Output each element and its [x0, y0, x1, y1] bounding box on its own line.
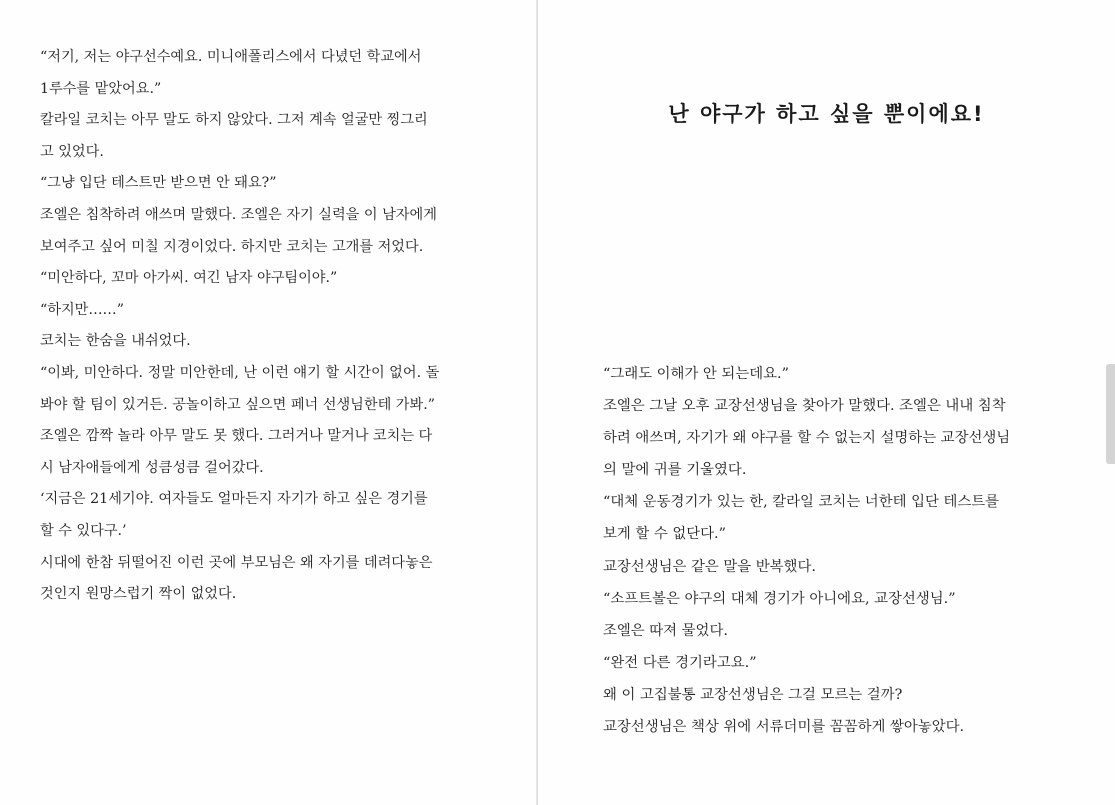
text-line: ‘지금은 21세기야. 여자들도 얼마든지 자기가 하고 싶은 경기를	[40, 491, 428, 508]
text-line: “완전 다른 경기라고요.”	[603, 654, 757, 671]
text-line: “그냥 입단 테스트만 받으면 안 돼요?”	[40, 175, 277, 192]
text-line: 하려 애쓰며, 자기가 왜 야구를 할 수 없는지 설명하는 교장선생님	[603, 430, 1011, 447]
text-line: 것인지 원망스럽기 짝이 없었다.	[40, 586, 237, 603]
text-line: 고 있었다.	[40, 143, 104, 160]
text-line: 교장선생님은 책상 위에 서류더미를 꼼꼼하게 쌓아놓았다.	[603, 719, 965, 736]
text-line: 봐야 할 팀이 있거든. 공놀이하고 싶으면 페너 선생님한테 가봐.”	[40, 396, 435, 413]
text-line: 의 말에 귀를 기울였다.	[603, 462, 747, 479]
scrollbar-tab[interactable]	[1106, 364, 1115, 464]
left-page-text	[40, 42, 472, 611]
text-line: 시 남자애들에게 성큼성큼 걸어갔다.	[40, 459, 264, 476]
text-line: “저기, 저는 야구선수예요. 미니애폴리스에서 다녔던 학교에서	[40, 49, 422, 65]
text-line: 보여주고 싶어 미칠 지경이었다. 하지만 코치는 고개를 저었다.	[40, 238, 424, 255]
text-line: 할 수 있다구.’	[40, 522, 127, 539]
text-line: “미안하다, 꼬마 아가씨. 여긴 남자 야구팀이야.”	[40, 270, 338, 287]
text-line: 보게 할 수 없단다.”	[603, 526, 726, 543]
text-line: 교장선생님은 같은 말을 반복했다.	[603, 558, 816, 575]
text-line: 1루수를 맡았어요.”	[40, 80, 162, 97]
text-line: “소프트볼은 야구의 대체 경기가 아니에요, 교장선생님.”	[603, 590, 956, 607]
text-line: 코치는 한숨을 내쉬었다.	[40, 333, 191, 350]
text-line: 조엘은 침착하려 애쓰며 말했다. 조엘은 자기 실력을 이 남자에게	[40, 206, 437, 223]
text-line: “그래도 이해가 안 되는데요.”	[603, 366, 789, 382]
text-line: 조엘은 따져 물었다.	[603, 622, 728, 639]
text-line: “이봐, 미안하다. 정말 미안한데, 난 이런 얘기 할 시간이 없어. 돌	[40, 364, 440, 381]
text-line: “대체 운동경기가 있는 한, 칼라일 코치는 너한테 입단 테스트를	[603, 494, 1000, 511]
text-line: “하지만……”	[40, 301, 124, 318]
text-line: 조엘은 그날 오후 교장선생님을 찾아가 말했다. 조엘은 내내 침착	[603, 398, 1006, 415]
text-line: 왜 이 고집불통 교장선생님은 그걸 모르는 걸까?	[603, 686, 903, 703]
right-page-text	[603, 358, 1053, 743]
text-line: 조엘은 깜짝 놀라 아무 말도 못 했다. 그러거나 말거나 코치는 다	[40, 428, 433, 445]
text-line: 칼라일 코치는 아무 말도 하지 않았다. 그저 계속 얼굴만 찡그리	[40, 112, 428, 129]
chapter-title: 난 야구가 하고 싶을 뿐이에요!	[668, 102, 985, 126]
text-line: 시대에 한참 뒤떨어진 이런 곳에 부모님은 왜 자기를 데려다놓은	[40, 554, 433, 571]
